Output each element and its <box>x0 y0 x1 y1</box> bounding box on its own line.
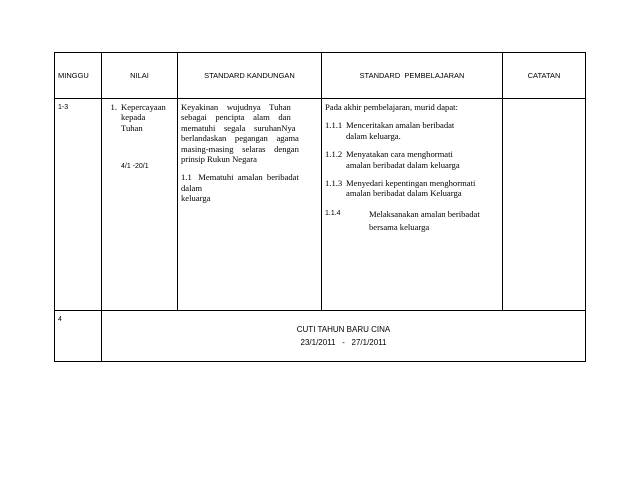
header-nilai-cell <box>102 53 178 99</box>
item-number: 1.1.2 <box>325 149 343 160</box>
kandungan-line: Keyakinan wujudnya Tuhan <box>181 102 291 112</box>
item-line1: Menyatakan cara menghormati <box>346 149 453 160</box>
header-kandungan-cell <box>178 53 322 99</box>
table-row <box>55 99 586 311</box>
lesson-plan-table <box>54 52 586 362</box>
list-item <box>325 149 499 159</box>
minggu-cell <box>55 99 102 311</box>
item-line2: amalan beribadat dalam keluarga <box>346 159 460 170</box>
nilai-number: 1. <box>110 102 117 112</box>
nilai-line2: kepada <box>121 112 146 123</box>
kandungan-cell <box>178 99 322 311</box>
list-item <box>325 178 499 188</box>
item-number: 1.1.3 <box>325 178 343 189</box>
item-number: 1.1.1 <box>325 120 343 131</box>
pembelajaran-intro: Pada akhir pembelajaran, murid dapat: <box>325 102 458 112</box>
kandungan-line: berlandaskan pegangan agama <box>181 133 299 144</box>
cuti-title: CUTI TAHUN BARU CINA <box>296 325 391 334</box>
kandungan-sub-line: dalam <box>181 182 202 193</box>
cuti-dates: 23/1/2011 - 27/1/2011 <box>300 338 387 347</box>
header-pembelajaran-cell <box>322 53 503 99</box>
cuti-cell <box>102 311 586 362</box>
cuti-block <box>102 323 585 349</box>
header-row <box>55 53 586 99</box>
kandungan-line: mematuhi segala suruhanNya <box>181 122 296 133</box>
nilai-line3: Tuhan <box>121 122 143 133</box>
nilai-block <box>102 99 177 173</box>
kandungan-block <box>178 99 321 204</box>
kandungan-sub-line: keluarga <box>181 193 211 204</box>
item-line2: dalam keluarga. <box>346 130 401 141</box>
item-line1: Menyedari kepentingan menghormati <box>346 178 476 189</box>
header-catatan: CATATAN <box>527 71 561 80</box>
kandungan-sub-line: 1.1 Mematuhi amalan beribadat <box>181 172 299 183</box>
list-item <box>325 120 499 130</box>
item-number: 1.1.4 <box>325 209 341 217</box>
nilai-item <box>102 102 177 112</box>
pembelajaran-cell <box>322 99 503 311</box>
nilai-date: 4/1 -20/1 <box>121 163 149 171</box>
header-catatan-cell <box>503 53 586 99</box>
item-line2: amalan beribadat dalam Keluarga <box>346 188 462 199</box>
nilai-cell <box>102 99 178 311</box>
nilai-line1: Kepercayaan <box>121 102 166 112</box>
kandungan-line: sebagai pencipta alam dan <box>181 112 291 123</box>
item-line2: bersama keluarga <box>369 222 430 233</box>
list-item <box>325 209 499 219</box>
header-minggu-cell <box>55 53 102 99</box>
header-standard-pembelajaran: STANDARD PEMBELAJARAN <box>359 71 465 80</box>
catatan-cell <box>503 99 586 311</box>
table-row <box>55 311 586 362</box>
header-standard-kandungan: STANDARD KANDUNGAN <box>204 71 295 80</box>
header-minggu: MINGGU <box>58 71 89 80</box>
item-line1: Melaksanakan amalan beribadat <box>369 208 480 219</box>
kandungan-line: prinsip Rukun Negara <box>181 154 257 165</box>
minggu-value: 4 <box>58 316 62 323</box>
minggu-value: 1-3 <box>58 104 69 111</box>
pembelajaran-block <box>322 99 502 233</box>
minggu-cell <box>55 311 102 362</box>
kandungan-line: masing-masing selaras dengan <box>181 143 299 154</box>
header-nilai: NILAI <box>130 71 149 80</box>
item-line1: Menceritakan amalan beribadat <box>346 120 455 131</box>
